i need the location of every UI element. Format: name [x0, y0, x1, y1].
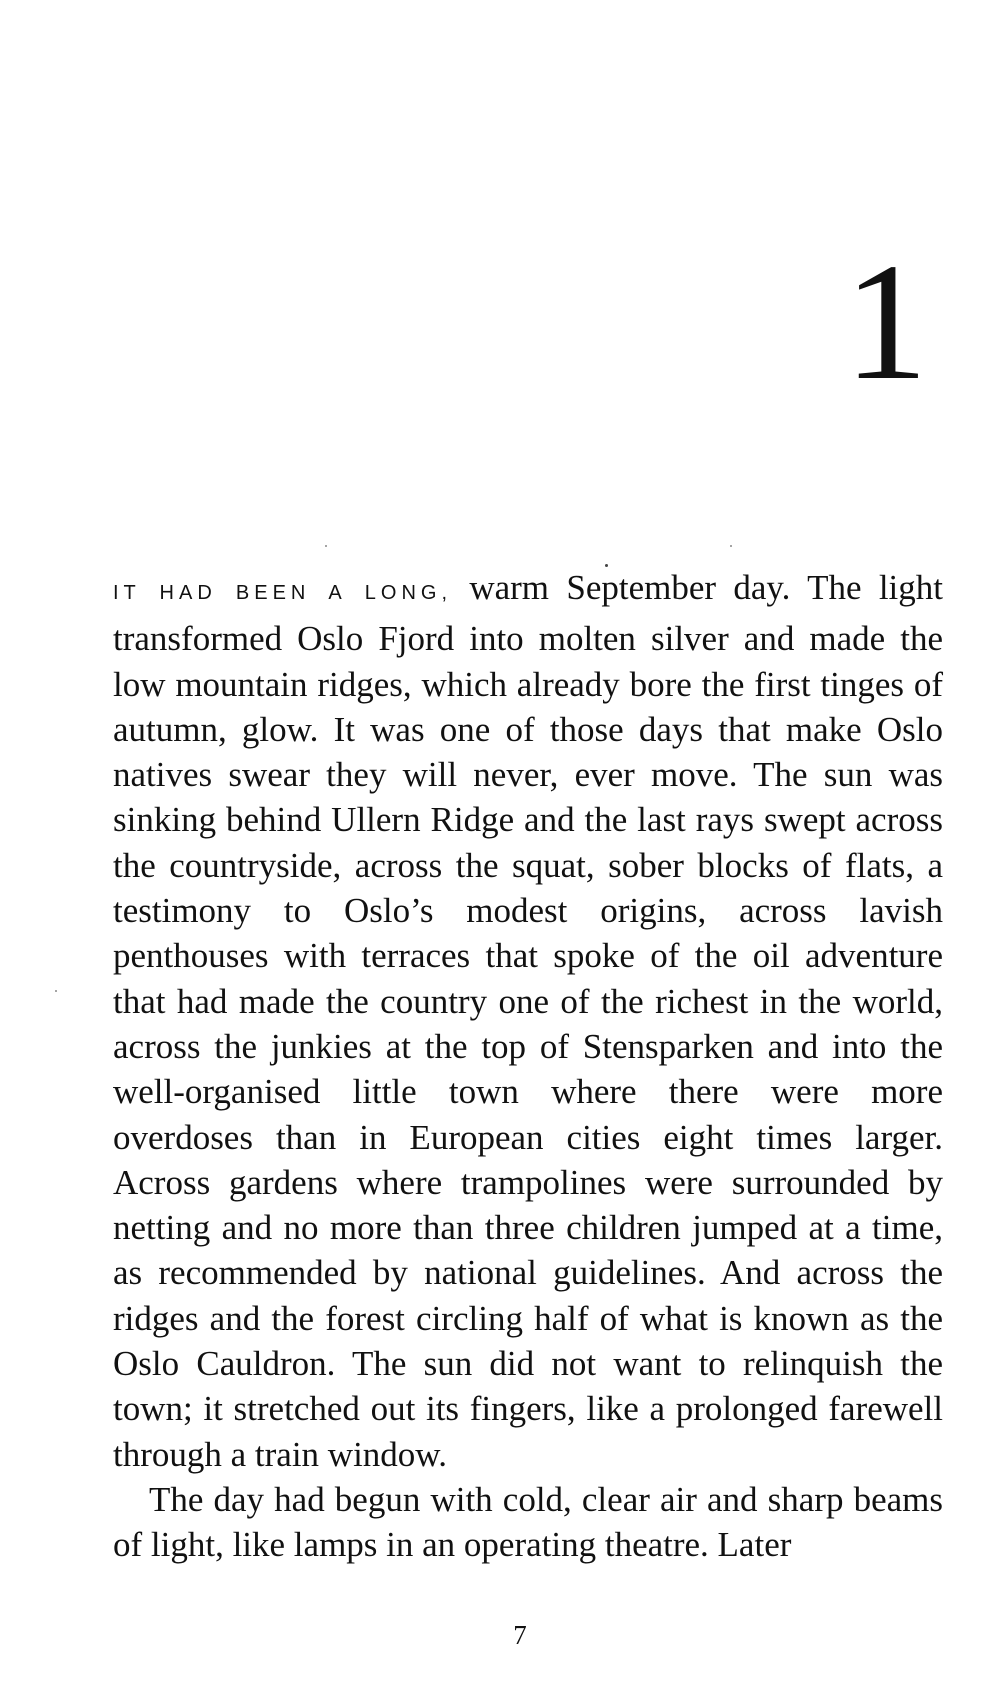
- paragraph-2: The day had begun with cold, clear air and sharp beams of light, like lamps in an operating theatre. Later: [113, 1479, 943, 1565]
- paragraph-1-text: warm September day. The light transformed Oslo Fjord into molten silver and made the low mountain ridges, which already bore the first tinges of autumn, glow. It was one of those days that make Oslo natives swear they will never, ever move. The sun was sinking behind Ullern Ridge and the last rays swept across the countryside, across the squat, sober blocks of flats, a testimony to Oslo’s modest origins, across lavish penthouses with terraces that spoke of the oil adventure that had made the country one of the richest in the world, across the junkies at the top of Stensparken and into the well-organised little town where there were more overdoses than in European cities eight times larger. Across gardens where trampolines were surrounded by netting and no more than three children jumped at a time, as recommended by national guidelines. And across the ridges and the forest circling half of what is known as the Oslo Cauldron. The sun did not want to relinquish the town; it stretched out its fingers, like a prolonged farewell through a train window.: [113, 568, 943, 1474]
- chapter-number: 1: [844, 229, 928, 415]
- print-speck: [325, 545, 327, 547]
- paragraph-1: [113, 565, 943, 1477]
- print-speck: [730, 545, 732, 547]
- page-number: 7: [513, 1620, 527, 1650]
- body-text: [113, 565, 943, 1568]
- lead-in-small-caps: IT HAD BEEN A LONG,: [113, 582, 453, 604]
- print-speck: [55, 990, 57, 992]
